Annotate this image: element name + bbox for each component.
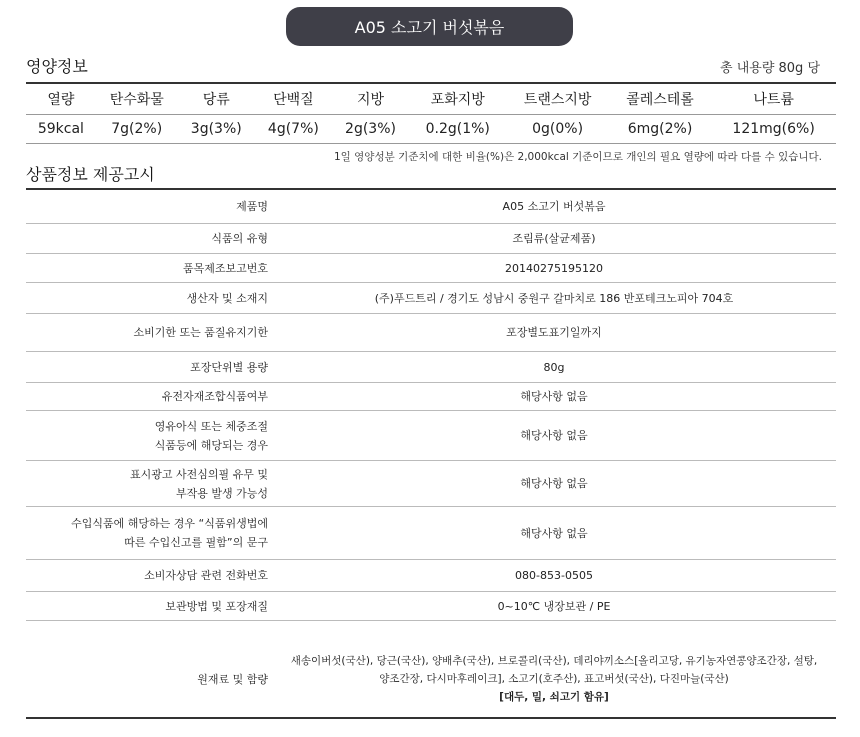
notice-value: 080-853-0505 [515,569,593,582]
notice-row [26,190,836,224]
nutrient-value: 0g(0%) [506,115,608,144]
notice-label-line: 영유아식 또는 체중조절 [154,419,268,433]
nutrient-value: 121mg(6%) [711,115,836,144]
notice-row [26,254,836,283]
notice-label: 포장단위별 용량 [190,360,268,374]
nutrient-header: 단백질 [255,83,332,115]
nutrient-value: 4g(7%) [255,115,332,144]
daily-value-note: 1일 영양성분 기준치에 대한 비율(%)은 2,000kcal 기준이므로 개인의 필요 열량에 따라 다를 수 있습니다. [334,151,822,163]
notice-value: (주)푸드트리 / 경기도 성남시 중원구 갈마치로 186 반포테크노피아 704호 [374,291,734,305]
product-title-banner [286,7,573,46]
ingredients-line: 새송이버섯(국산), 당근(국산), 양배추(국산), 브로콜리(국산), 데리야끼소스[올리고당, 유기농자연콩양조간장, 설탕, [290,655,818,667]
notice-value: A05 소고기 버섯볶음 [502,200,606,213]
notice-heading: 상품정보 제공고시 [26,165,155,184]
notice-label [26,417,268,455]
notice-label: 소비기한 또는 품질유지기한 [133,326,268,339]
notice-label: 제품명 [236,200,268,213]
nutrition-header-row [26,83,836,115]
notice-row [26,461,836,507]
notice-label [26,514,268,552]
ingredients-value [268,652,836,706]
notice-label: 유전자재조합식품여부 [161,390,268,403]
nutrition-value-row [26,115,836,144]
notice-row [26,560,836,592]
nutrient-value: 6mg(2%) [609,115,711,144]
notice-row [26,507,836,560]
notice-label: 품목제조보고번호 [182,261,268,275]
nutrient-value: 2g(3%) [332,115,409,144]
notice-label: 소비자상담 관련 전화번호 [144,569,268,582]
product-notice-table [26,188,836,737]
nutrient-header: 탄수화물 [96,83,178,115]
notice-row [26,352,836,383]
nutrition-table [26,82,836,144]
nutrient-header: 나트륨 [711,83,836,115]
per-serving-note: 총 내용량 80g 당 [720,61,820,76]
nutrition-heading: 영양정보 [26,57,88,76]
notice-row [26,314,836,352]
notice-value: 해당사항 없음 [520,477,588,490]
notice-row [26,383,836,411]
ingredients-row [26,621,836,737]
notice-label-line: 따른 수입신고를 필함”의 문구 [124,536,268,549]
nutrient-header: 지방 [332,83,409,115]
nutrient-header: 포화지방 [409,83,506,115]
nutrient-value: 7g(2%) [96,115,178,144]
notice-row [26,592,836,621]
nutrient-header: 콜레스테롤 [609,83,711,115]
nutrient-value: 59kcal [26,115,96,144]
notice-value: 20140275195120 [505,261,603,275]
notice-label [26,465,268,503]
notice-label-line: 부작용 발생 가능성 [175,486,268,500]
nutrient-header: 트랜스지방 [506,83,608,115]
nutrient-value: 3g(3%) [178,115,255,144]
notice-row [26,283,836,314]
notice-value: 0~10℃ 냉장보관 / PE [497,599,611,613]
ingredients-label: 원재료 및 함량 [197,672,268,686]
notice-label-line: 수입식품에 해당하는 경우 “식품위생법에 [71,517,268,530]
notice-label: 생산자 및 소재지 [186,291,268,305]
notice-label: 보관방법 및 포장재질 [165,599,268,613]
notice-row [26,224,836,254]
notice-value: 해당사항 없음 [520,390,588,403]
ingredients-line: 양조간장, 다시마후레이크], 소고기(호주산), 표고버섯(국산), 다진마늘(국산) [379,673,729,685]
nutrient-header: 당류 [178,83,255,115]
notice-value: 조림류(살균제품) [512,232,596,245]
allergen-note: [대두, 밀, 쇠고기 함유] [499,691,609,703]
product-title: A05 소고기 버섯볶음 [354,18,505,37]
nutrient-value: 0.2g(1%) [409,115,506,144]
notice-label-line: 표시광고 사전심의필 유무 및 [129,467,268,481]
notice-value: 해당사항 없음 [520,429,588,442]
notice-row [26,411,836,461]
notice-value: 해당사항 없음 [520,526,588,540]
bottom-divider [26,717,836,719]
notice-value: 포장별도표기일까지 [506,326,602,339]
notice-label-line: 식품등에 해당되는 경우 [154,438,268,452]
notice-value: 80g [543,360,565,374]
notice-label: 식품의 유형 [211,232,268,245]
nutrient-header: 열량 [26,83,96,115]
